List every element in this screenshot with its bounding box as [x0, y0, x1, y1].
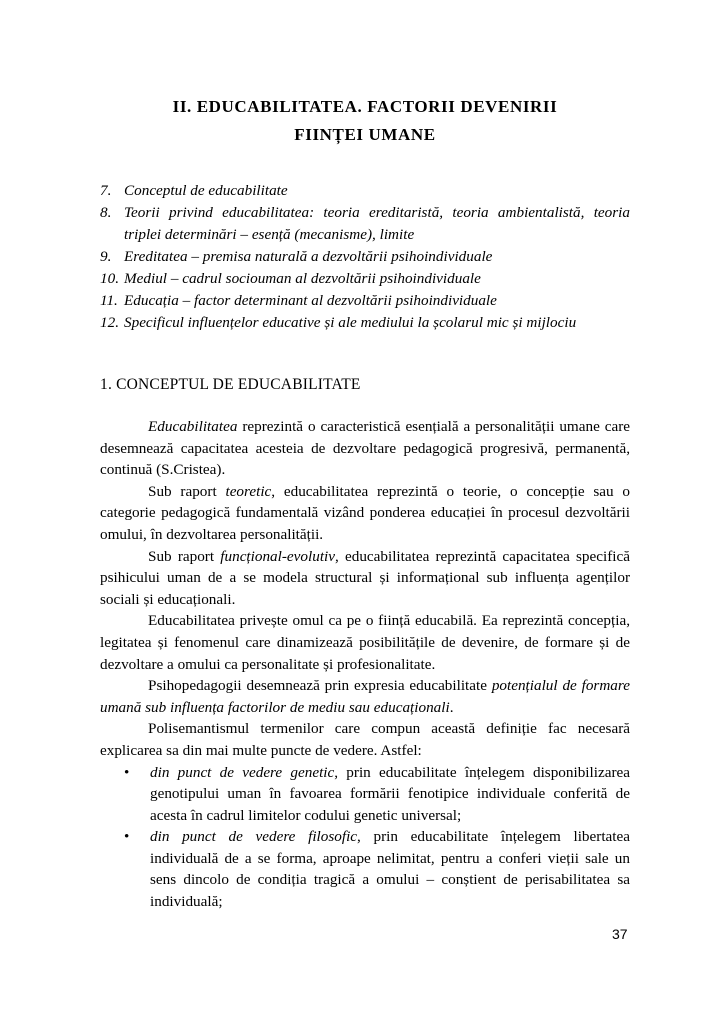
- emphasis: potențialul de formare umană sub influența factorilor de mediu sau educaționali: [100, 677, 630, 716]
- paragraph: Educabilitatea privește omul ca pe o ființă educabilă. Ea reprezintă concepția, legitatea și fenomenul care dinamizează posibilitățile de devenire, de formare și de dezvoltare a omului ca personalitate și profesionalitate.: [100, 612, 630, 673]
- paragraph-text: , educabilitatea reprezintă capacitatea specifică psihicului uman de a se modela structural și informațional sub influența agenților sociali și educaționali.: [100, 547, 630, 608]
- bullet-list: [100, 762, 630, 913]
- paragraph-text: Sub raport: [148, 547, 221, 565]
- contents-item: [100, 246, 630, 268]
- bullet-text: , prin educabilitate înțelegem libertatea individuală de a se forma, aproape nelimitat, pentru a conferi vieții sale un sens dincolo de condiția tragică a omului – conștient de perisabilitatea sa individuală;: [150, 828, 630, 911]
- contents-item-number: 8.: [100, 204, 112, 221]
- contents-item-number: 10.: [100, 270, 119, 287]
- contents-item-text: Teorii privind educabilitatea: teoria ereditaristă, teoria ambientalistă, teoria triplei determinări – esență (mecanisme), limite: [124, 204, 630, 243]
- bullet-text: , prin educabilitate înțelegem disponibilizarea genotipului uman în favoarea formării fenotipice individuale conferită de acesta în cadrul limitelor codului genetic universal;: [150, 763, 630, 824]
- contents-item-text: Educația – factor determinant al dezvoltării psihoindividuale: [124, 292, 497, 309]
- paragraph-text: , educabilitatea reprezintă o teorie, o concepție sau o categorie pedagogică fundamentală vizând ponderea educației în procesul dezvoltării omului, în dezvoltarea personalității.: [100, 482, 630, 543]
- contents-item: [100, 202, 630, 246]
- paragraph-text: Psihopedagogii desemnează prin expresia educabilitate: [148, 677, 492, 695]
- emphasis: din punct de vedere genetic: [150, 763, 335, 781]
- bullet-item: [100, 826, 630, 912]
- contents-item: [100, 180, 630, 202]
- paragraph: [100, 416, 630, 481]
- emphasis: funcțional-evolutiv: [220, 547, 335, 565]
- paragraph: [100, 481, 630, 546]
- bullet-icon: •: [124, 763, 130, 781]
- contents-item-number: 11.: [100, 292, 118, 309]
- paragraph: Polisemantismul termenilor care compun această definiție fac necesară explicarea sa din mai multe puncte de vedere. Astfel:: [100, 720, 630, 759]
- contents-item-number: 12.: [100, 314, 119, 331]
- section-heading: 1. CONCEPTUL DE EDUCABILITATE: [100, 376, 361, 393]
- contents-item-number: 7.: [100, 182, 112, 199]
- contents-item: [100, 312, 630, 334]
- chapter-title: [100, 93, 630, 149]
- paragraph-text: .: [449, 698, 454, 716]
- chapter-contents-list: [100, 180, 630, 334]
- page-number: 37: [612, 926, 628, 942]
- contents-item-text: Specificul influențelor educative și ale mediului la școlarul mic și mijlociu: [124, 314, 577, 331]
- emphasis: Educabilitatea: [148, 418, 238, 435]
- contents-item: [100, 290, 630, 312]
- chapter-title-line-2: FIINȚEI UMANE: [294, 125, 436, 144]
- contents-item: [100, 268, 630, 290]
- contents-item-text: Mediul – cadrul sociouman al dezvoltării psihoindividuale: [124, 270, 481, 287]
- contents-item-text: Conceptul de educabilitate: [124, 182, 288, 199]
- paragraph-text: reprezintă o caracteristică esențială a personalității umane care desemnează capacitatea acesteia de dezvoltare pedagogică progresivă, permanentă, continuă (S.Cristea).: [100, 418, 630, 479]
- bullet-icon: •: [124, 828, 130, 846]
- body-text: [100, 416, 630, 913]
- emphasis: teoretic: [225, 482, 272, 500]
- chapter-title-line-1: II. EDUCABILITATEA. FACTORII DEVENIRII: [172, 97, 558, 116]
- paragraph: [100, 546, 630, 611]
- paragraph: [100, 675, 630, 718]
- bullet-item: [100, 762, 630, 827]
- emphasis: din punct de vedere filosofic: [150, 828, 358, 846]
- contents-item-number: 9.: [100, 248, 112, 265]
- contents-item-text: Ereditatea – premisa naturală a dezvoltării psihoindividuale: [124, 248, 493, 265]
- paragraph-text: Sub raport: [148, 482, 226, 500]
